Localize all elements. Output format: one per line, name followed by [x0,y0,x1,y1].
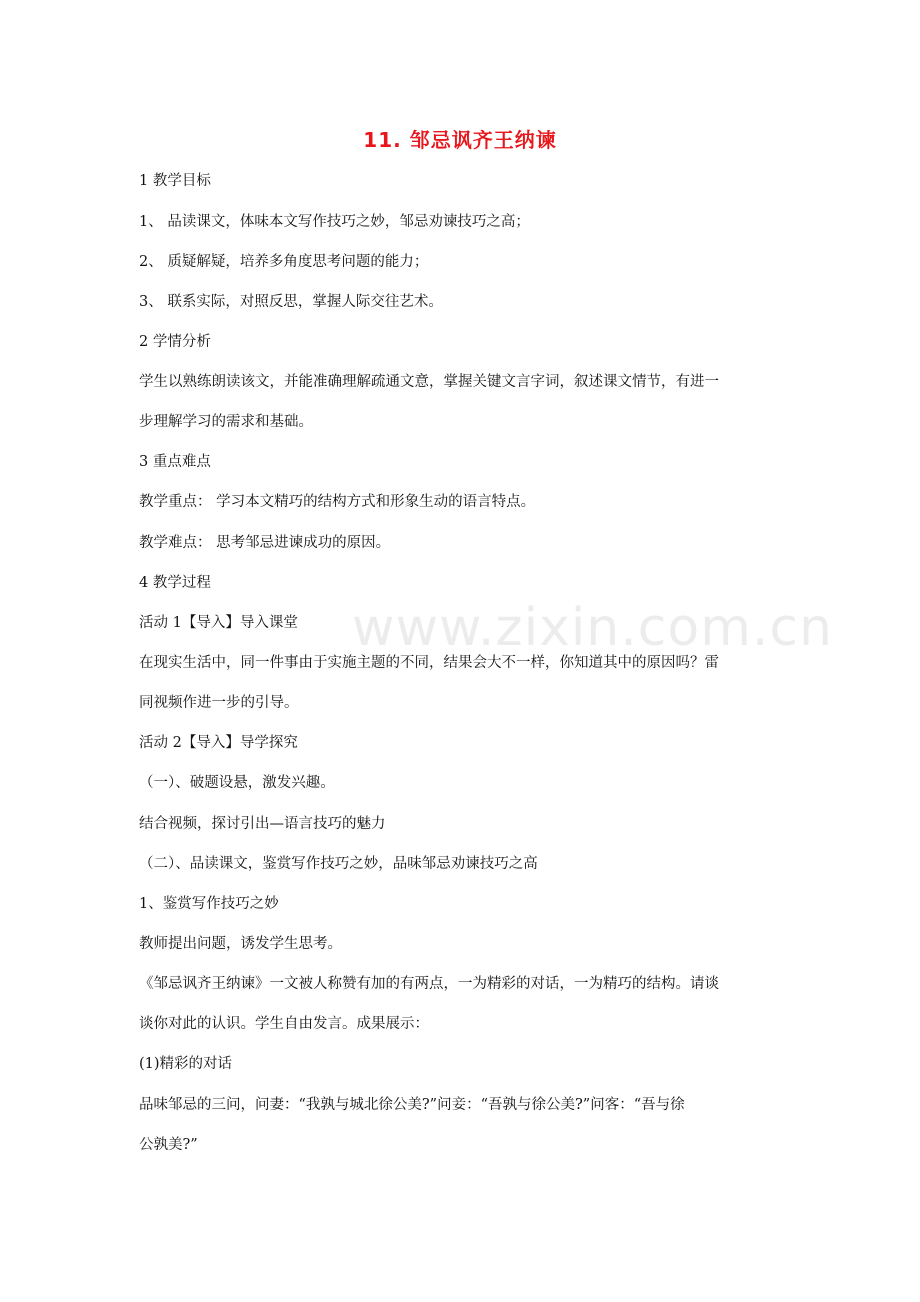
difficult-point-line: 教学难点： 思考邹忌进谏成功的原因。 [139,535,391,551]
paragraph-line: 谈你对此的认识。学生自由发言。成果展示： [139,1016,429,1032]
sub-heading: （二）、品读课文，鉴赏写作技巧之妙，品味邹忌劝谏技巧之高 [139,856,538,872]
paragraph-line: 学生以熟练朗读该文，并能准确理解疏通文意，掌握关键文言字词，叙述课文情节，有进一 [139,374,719,390]
sub-heading: (1)精彩的对话 [139,1056,233,1072]
objective-item: 1、 品读课文，体味本文写作技巧之妙，邹忌劝谏技巧之高； [139,214,530,230]
sub-heading: 1、鉴赏写作技巧之妙 [139,896,279,912]
document-title: 11. 邹忌讽齐王纳谏 [363,128,557,152]
paragraph-line: 《邹忌讽齐王纳谏》一文被人称赞有加的有两点，一为精彩的对话，一为精巧的结构。请谈 [139,976,719,992]
section-heading-objectives: 1 教学目标 [139,173,211,189]
paragraph-line: 公孰美?” [139,1137,198,1153]
watermark: www.zixin.com.cn [352,598,833,658]
paragraph-line: 同视频作进一步的引导。 [139,695,299,711]
paragraph-line: 结合视频，探讨引出—语言技巧的魅力 [139,816,386,832]
paragraph-line: 在现实生活中，同一件事由于实施主题的不同，结果会大不一样，你知道其中的原因吗？雷 [139,655,719,671]
paragraph-line: 步理解学习的需求和基础。 [139,414,313,430]
paragraph-line: 品味邹忌的三问，问妻：“我孰与城北徐公美?”问妾：“吾孰与徐公美?”问客：“吾与徐 [139,1097,685,1113]
objective-item: 2、 质疑解疑，培养多角度思考问题的能力； [139,254,429,270]
sub-heading: （一）、破题设悬，激发兴趣。 [139,775,335,791]
section-heading-analysis: 2 学情分析 [139,334,211,350]
key-point-line: 教学重点： 学习本文精巧的结构方式和形象生动的语言特点。 [139,494,536,510]
activity-heading: 活动 2【导入】导学探究 [139,735,298,751]
objective-item: 3、 联系实际，对照反思，掌握人际交往艺术。 [139,294,443,310]
section-heading-process: 4 教学过程 [139,575,211,591]
paragraph-line: 教师提出问题，诱发学生思考。 [139,936,342,952]
section-heading-keypoints: 3 重点难点 [139,454,211,470]
activity-heading: 活动 1【导入】导入课堂 [139,615,298,631]
